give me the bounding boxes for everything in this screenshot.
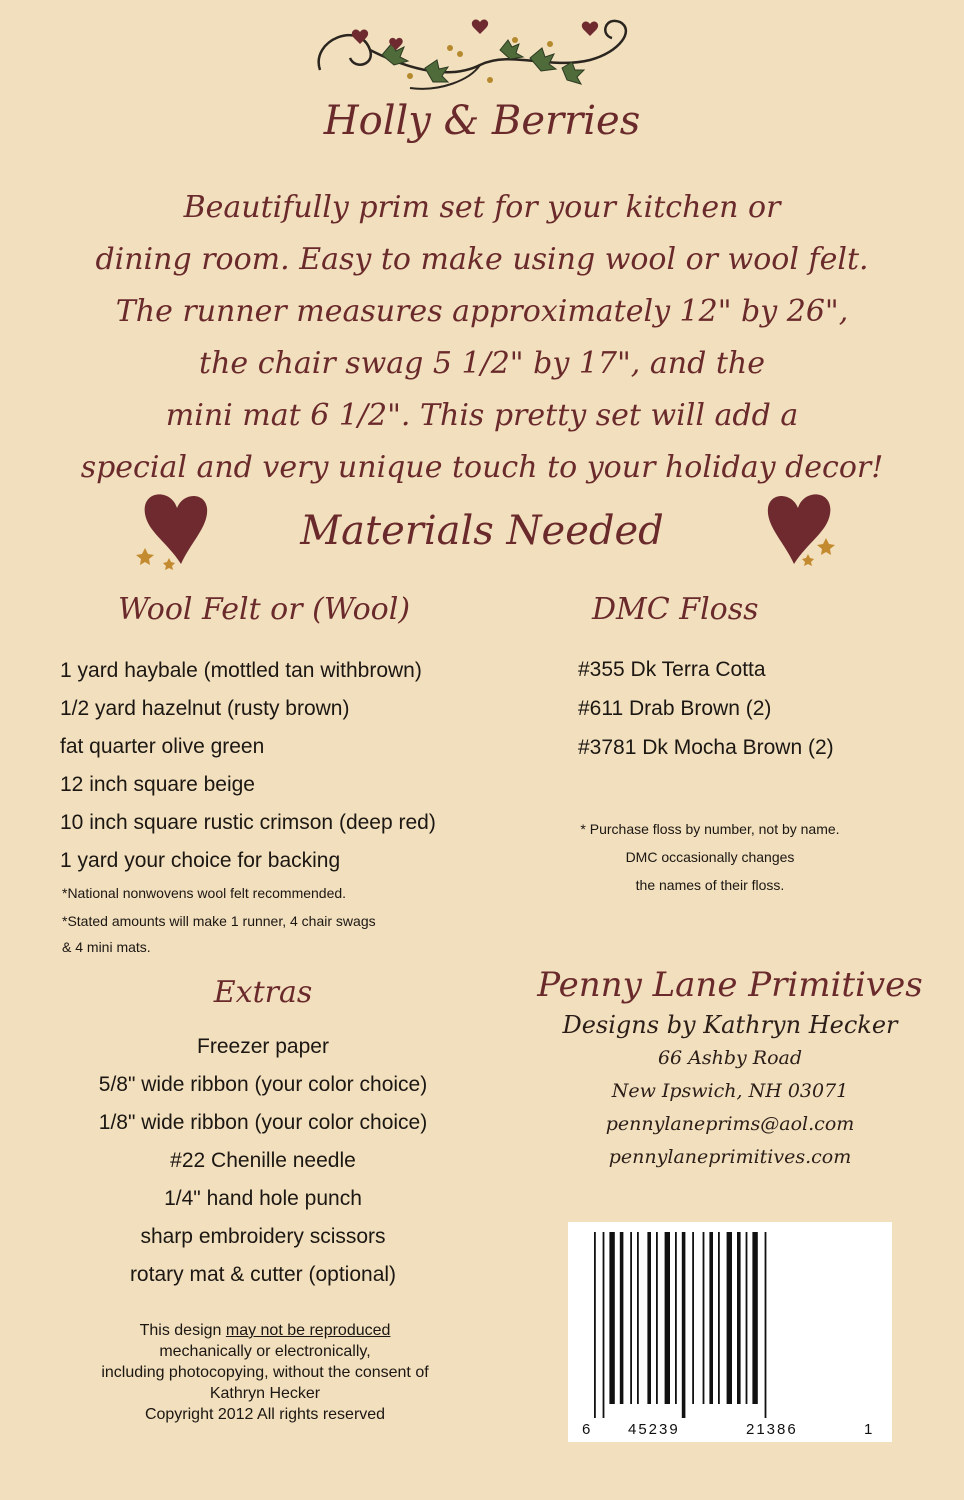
barcode-bar [752, 1232, 757, 1404]
barcode-digit: 45239 [628, 1421, 680, 1438]
note-line: DMC occasionally changes [625, 849, 795, 865]
copyright-notice [55, 1320, 475, 1425]
list-item: 1 yard your choice for backing [60, 849, 341, 872]
dmc-floss-list [578, 650, 834, 767]
barcode-bar [609, 1232, 614, 1404]
list-item: #22 Chenille needle [170, 1149, 356, 1172]
copyright-line: Kathryn Hecker [209, 1385, 321, 1402]
intro-description [40, 182, 924, 494]
list-item: 5/8" wide ribbon (your color choice) [98, 1073, 428, 1096]
barcode-bar [675, 1232, 677, 1404]
list-item: #3781 Dk Mocha Brown (2) [578, 736, 834, 759]
address-line: New Ipswich, NH 03071 [611, 1080, 849, 1102]
list-item: rotary mat & cutter (optional) [129, 1263, 397, 1286]
note-line: the names of their floss. [635, 877, 785, 893]
list-item: #611 Drab Brown (2) [578, 697, 772, 720]
barcode-bar [692, 1232, 694, 1404]
barcode [568, 1222, 892, 1442]
list-item: 10 inch square rustic crimson (deep red) [60, 811, 436, 834]
barcode-bar [682, 1232, 686, 1418]
note-line: * Purchase floss by number, not by name. [580, 821, 840, 837]
copyright-line: including photocopying, without the consent of [101, 1364, 429, 1381]
dmc-notes [560, 815, 860, 899]
designer-name: Designs by Kathryn Hecker [562, 1011, 898, 1039]
barcode-bar [746, 1232, 748, 1404]
copyright-line [55, 1320, 475, 1341]
barcode-digit: 1 [864, 1421, 873, 1438]
barcode-bar [656, 1232, 658, 1404]
pattern-title: Holly & Berries [323, 98, 641, 144]
holly-vine-icon [300, 10, 660, 100]
intro-line: special and very unique touch to your holiday decor! [80, 450, 884, 485]
intro-line: the chair swag 5 1/2" by 17", and the [199, 346, 765, 381]
intro-line: The runner measures approximately 12" by 26", [115, 294, 849, 329]
materials-heading: Materials Needed [300, 508, 664, 554]
intro-line: dining room. Easy to make using wool or wool felt. [95, 242, 869, 277]
wool-section-heading: Wool Felt or (Wool) [118, 592, 411, 627]
company-name: Penny Lane Primitives [537, 965, 923, 1005]
barcode-bar [665, 1232, 670, 1404]
dmc-section-heading: DMC Floss [592, 592, 759, 627]
barcode-bar [765, 1232, 767, 1418]
barcode-bar [603, 1232, 605, 1418]
copyright-line: mechanically or electronically, [159, 1343, 371, 1360]
list-item: 1/8" wide ribbon (your color choice) [98, 1111, 428, 1134]
copyright-prefix: This design [139, 1322, 226, 1339]
barcode-bar [718, 1232, 720, 1404]
barcode-bar [703, 1232, 705, 1404]
barcode-bar [727, 1232, 732, 1404]
list-item: Freezer paper [197, 1035, 329, 1058]
barcode-bar [620, 1232, 624, 1404]
wool-materials-list [60, 652, 436, 880]
note-line: *Stated amounts will make 1 runner, 4 chair swags [62, 913, 376, 929]
address-line: 66 Ashby Road [657, 1047, 803, 1069]
note-line: *National nonwovens wool felt recommended. [62, 885, 347, 901]
list-item: #355 Dk Terra Cotta [578, 658, 766, 681]
barcode-bar [737, 1232, 741, 1404]
barcode-bar [630, 1232, 632, 1404]
intro-line: mini mat 6 1/2". This pretty set will add a [165, 398, 799, 433]
intro-line: Beautifully prim set for your kitchen or [183, 190, 781, 225]
barcode-bar [594, 1232, 596, 1418]
copyright-underlined: may not be reproduced [225, 1322, 391, 1339]
barcode-digit: 21386 [746, 1421, 798, 1438]
extras-heading: Extras [213, 975, 313, 1010]
wool-notes [62, 878, 376, 960]
barcode-bar [647, 1232, 651, 1404]
barcode-bar [709, 1232, 713, 1404]
website-link[interactable]: pennylaneprimitives.com [608, 1146, 852, 1168]
extras-list [40, 1028, 486, 1294]
list-item: 1/2 yard hazelnut (rusty brown) [60, 697, 350, 720]
note-line: & 4 mini mats. [62, 939, 151, 955]
list-item: fat quarter olive green [60, 735, 265, 758]
list-item: sharp embroidery scissors [140, 1225, 386, 1248]
email-link[interactable]: pennylaneprims@aol.com [605, 1113, 855, 1135]
copyright-line: Copyright 2012 All rights reserved [144, 1406, 386, 1423]
barcode-digit: 6 [582, 1421, 591, 1438]
list-item: 12 inch square beige [60, 773, 255, 796]
list-item: 1/4" hand hole punch [164, 1187, 362, 1210]
barcode-bar [637, 1232, 639, 1404]
company-info [510, 962, 950, 1174]
list-item: 1 yard haybale (mottled tan withbrown) [60, 659, 422, 682]
